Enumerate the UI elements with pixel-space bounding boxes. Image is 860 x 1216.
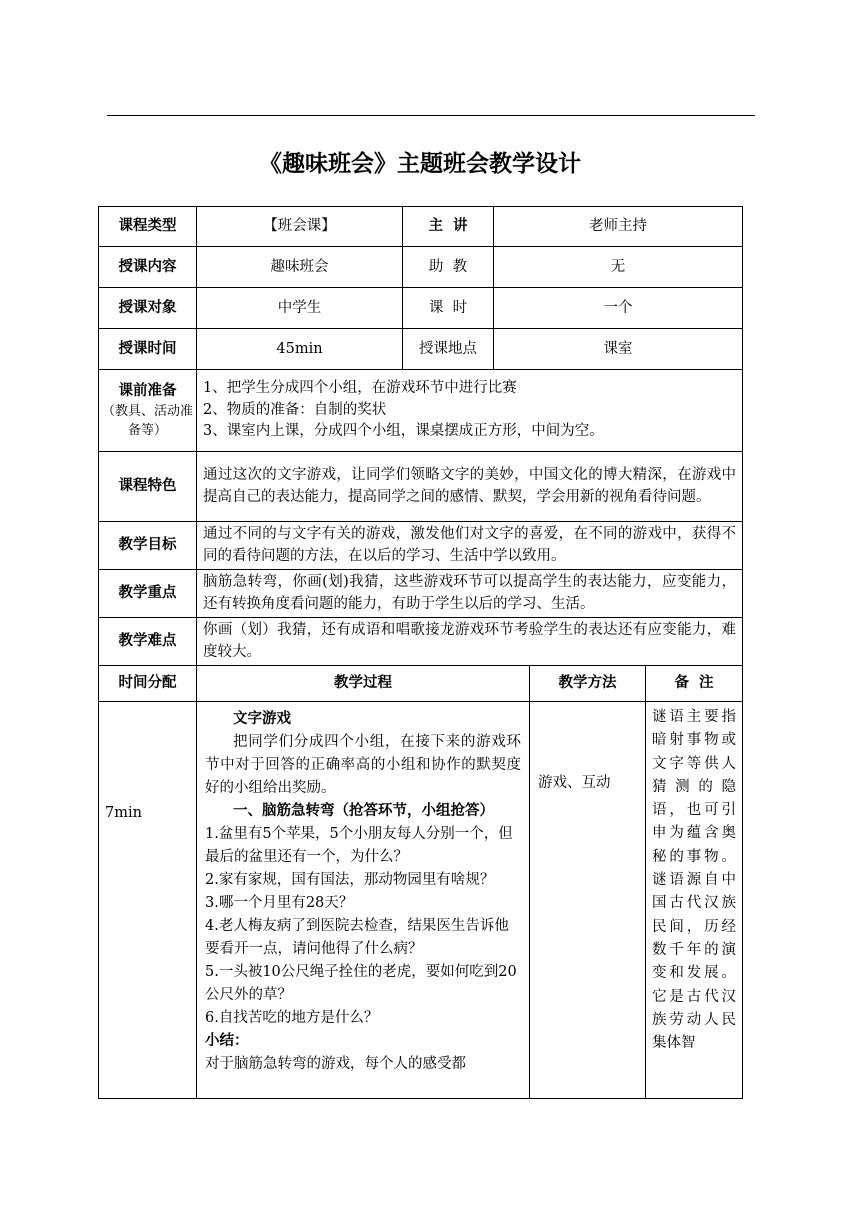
goal-text (197, 522, 743, 570)
value-course-type: 【班会课】 (197, 207, 403, 247)
question-item: 6.自找苦吃的地方是什么？ (205, 1010, 379, 1026)
process-title: 文字游戏 (233, 711, 291, 727)
info-row (99, 207, 743, 247)
prep-line: 3、课室内上课，分成四个小组，课桌摆成正方形，中间为空。 (203, 423, 604, 440)
label-lecturer: 主 讲 (403, 207, 494, 247)
label-prep (99, 370, 197, 452)
info-row (99, 247, 743, 288)
section-heading: 一、脑筋急转弯（抢答环节，小组抢答） (233, 803, 494, 819)
summary-label: 小结： (205, 1033, 249, 1049)
header-note: 备 注 (646, 666, 743, 702)
lesson-plan-table (98, 206, 743, 1099)
question-item: 2.家有家规，国有国法，那动物园里有啥规？ (205, 872, 495, 888)
value-assistant: 无 (494, 247, 743, 288)
difficulty-paragraph: 你画（划）我猜，还有成语和唱歌接龙游戏环节考验学生的表达还有应变能力，难度较大。 (203, 622, 737, 660)
label-periods: 课 时 (403, 288, 494, 329)
prep-sublabel: （教具、活动准备等） (101, 404, 193, 438)
session-method: 游戏、互动 (530, 702, 646, 1099)
label-feature: 课程特色 (99, 452, 197, 522)
label-content: 授课内容 (99, 247, 197, 288)
process-header-row (99, 666, 743, 702)
prep-label-text: 课前准备 (118, 383, 177, 399)
prep-line: 1、把学生分成四个小组，在游戏环节中进行比赛 (203, 380, 517, 397)
session-process (197, 702, 530, 1099)
value-lecturer: 老师主持 (494, 207, 743, 247)
difficulty-text (197, 618, 743, 666)
feature-text (197, 452, 743, 522)
label-key: 教学重点 (99, 570, 197, 618)
label-time: 授课时间 (99, 329, 197, 370)
feature-row (99, 452, 743, 522)
header-process: 教学过程 (197, 666, 530, 702)
key-text (197, 570, 743, 618)
question-item: 3.哪一个月里有28天？ (205, 895, 354, 911)
label-audience: 授课对象 (99, 288, 197, 329)
page-title: 《趣味班会》主题班会教学设计 (259, 151, 581, 177)
process-intro: 把同学们分成四个小组，在接下来的游戏环节中对于回答的正确率高的小组和协作的默契度好的小组给出奖励。 (205, 734, 521, 796)
info-row (99, 288, 743, 329)
prep-content (197, 370, 743, 452)
summary-text: 对于脑筋急转弯的游戏，每个人的感受都 (205, 1056, 466, 1072)
question-item: 1.盆里有5个苹果，5个小朋友每人分别一个，但最后的盆里还有一个，为什么？ (205, 826, 513, 865)
label-assistant: 助 教 (403, 247, 494, 288)
prep-row (99, 370, 743, 452)
label-goal: 教学目标 (99, 522, 197, 570)
info-row (99, 329, 743, 370)
prep-line: 2、物质的准备：自制的奖状 (203, 401, 387, 418)
header-method: 教学方法 (530, 666, 646, 702)
key-paragraph: 脑筋急转弯，你画(划)我猜，这些游戏环节可以提高学生的表达能力，应变能力，还有转换角度看问题的能力，有助于学生以后的学习、生活。 (203, 574, 737, 612)
question-item: 5.一头被10公尺绳子拴住的老虎，要如何吃到20公尺外的草？ (205, 964, 517, 1003)
header-time: 时间分配 (99, 666, 197, 702)
value-location: 课室 (494, 329, 743, 370)
label-difficulty: 教学难点 (99, 618, 197, 666)
value-content: 趣味班会 (197, 247, 403, 288)
goal-paragraph: 通过不同的与文字有关的游戏，激发他们对文字的喜爱，在不同的游戏中，获得不同的看待问题的方法，在以后的学习、生活中学以致用。 (203, 526, 737, 564)
difficulty-row (99, 618, 743, 666)
header-rule (107, 115, 755, 116)
feature-paragraph: 通过这次的文字游戏，让同学们领略文字的美妙，中国文化的博大精深，在游戏中提高自己的表达能力，提高同学之间的感情、默契，学会用新的视角看待问题。 (203, 467, 737, 505)
question-item: 4.老人梅友病了到医院去检查，结果医生告诉他要看开一点，请问他得了什么病？ (205, 918, 509, 957)
value-audience: 中学生 (197, 288, 403, 329)
session-row (99, 702, 743, 1099)
session-note: 谜语主要指暗射事物或文字等供人猜测的隐语，也可引申为蕴含奥秘的事物。谜语源自中国古代汉族民间，历经数千年的演变和发展。它是古代汉族劳动人民集体智 (646, 702, 743, 1099)
value-periods: 一个 (494, 288, 743, 329)
label-course-type: 课程类型 (99, 207, 197, 247)
goal-row (99, 522, 743, 570)
label-location: 授课地点 (403, 329, 494, 370)
value-time: 45min (197, 329, 403, 370)
key-row (99, 570, 743, 618)
session-time: 7min (99, 702, 197, 1099)
